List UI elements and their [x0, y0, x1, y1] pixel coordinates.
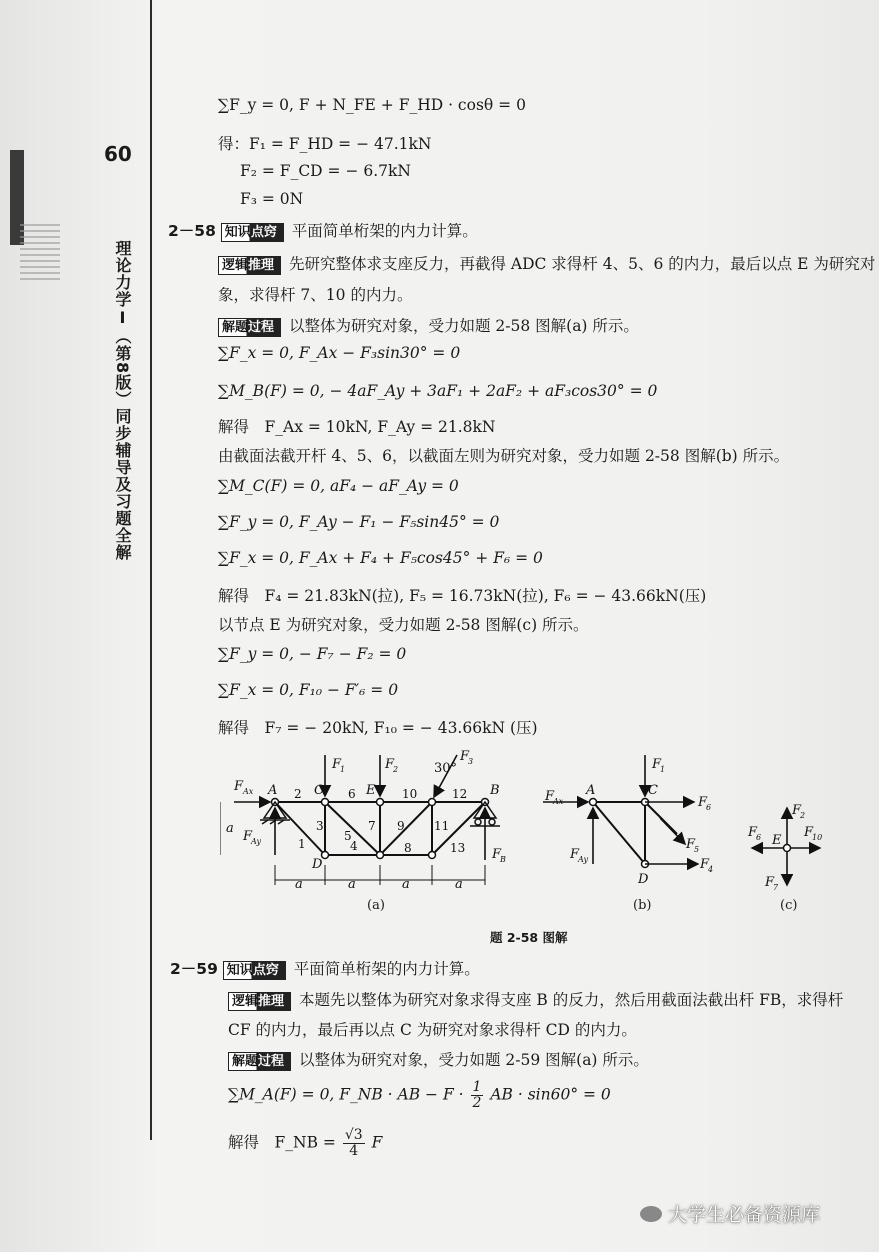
svg-text:1: 1	[340, 765, 346, 774]
text-line: 由截面法截开杆 4、5、6，以截面左则为研究对象，受力如题 2-58 图解(b) 所示。	[218, 447, 790, 465]
equation-line: ∑F_y = 0, F + N_FE + F_HD · cosθ = 0	[218, 96, 526, 114]
svg-text:5: 5	[344, 829, 352, 843]
svg-text:F: F	[804, 825, 814, 840]
svg-text:A: A	[268, 783, 278, 798]
problem-number: 2－59	[170, 960, 218, 978]
logic-paragraph	[218, 252, 875, 275]
svg-text:F: F	[492, 847, 502, 862]
svg-text:3: 3	[316, 819, 324, 833]
logic-tag: 逻辑推理	[228, 992, 291, 1011]
result-tail: F	[371, 1133, 383, 1152]
svg-text:A: A	[586, 783, 596, 798]
equation-line: ∑F_x = 0, F_Ax + F₄ + F₅cos45° + F₆ = 0	[218, 549, 543, 567]
svg-text:Ax: Ax	[243, 787, 254, 796]
svg-text:Ax: Ax	[553, 797, 564, 806]
svg-text:F: F	[700, 857, 710, 872]
svg-text:F: F	[748, 825, 758, 840]
svg-text:F: F	[792, 803, 802, 818]
svg-text:4: 4	[350, 839, 358, 853]
svg-text:a: a	[455, 877, 463, 892]
svg-text:5: 5	[694, 845, 700, 854]
margin-rule	[150, 0, 152, 1140]
wechat-icon	[640, 1206, 662, 1222]
svg-text:F: F	[652, 757, 662, 772]
text-line: 以节点 E 为研究对象，受力如题 2-58 图解(c) 所示。	[218, 616, 589, 634]
svg-text:D: D	[312, 857, 323, 872]
logic-paragraph	[228, 988, 843, 1011]
equation-line: ∑M_B(F) = 0, − 4aF_Ay + 3aF₁ + 2aF₂ + aF₃cos30° = 0	[218, 382, 658, 400]
problem-header-2-58	[168, 219, 478, 242]
svg-text:F: F	[545, 789, 555, 804]
node-e	[784, 845, 791, 852]
result-label: 解得 F_NB =	[228, 1133, 336, 1152]
svg-text:C: C	[648, 783, 658, 798]
result-line: 解得 F₄ = 21.83kN(拉), F₅ = 16.73kN(拉), F₆ = − 43.66kN(压)	[218, 587, 707, 605]
svg-text:F: F	[698, 795, 708, 810]
svg-text:10: 10	[402, 787, 418, 801]
subfigure-label: (c)	[780, 898, 798, 913]
svg-text:1: 1	[298, 837, 306, 851]
equation-line	[228, 1080, 611, 1111]
svg-text:11: 11	[434, 819, 450, 833]
solve-paragraph	[228, 1048, 649, 1071]
result-line: F₃ = 0N	[240, 190, 304, 208]
svg-text:3: 3	[468, 757, 474, 766]
result-line: 得：F₁ = F_HD = − 47.1kN	[218, 135, 432, 153]
svg-text:Ay: Ay	[251, 837, 261, 846]
svg-text:6: 6	[348, 787, 356, 801]
equation-part: ∑M_A(F) = 0, F_NB · AB − F ·	[228, 1085, 464, 1104]
result-line: 解得 F_Ax = 10kN, F_Ay = 21.8kN	[218, 418, 496, 436]
logic-text: 先研究整体求支座反力，再截得 ADC 求得杆 4、5、6 的内力，最后以点 E 为研究对	[288, 255, 876, 273]
svg-text:F: F	[460, 749, 470, 764]
svg-text:F: F	[243, 829, 253, 844]
svg-text:a: a	[348, 877, 356, 892]
problem-header-2-59	[170, 957, 480, 980]
logic-text-cont: 象，求得杆 7、10 的内力。	[218, 286, 413, 304]
equation-line: ∑F_y = 0, − F₇ − F₂ = 0	[218, 645, 407, 663]
result-line: 解得 F₇ = − 20kN, F₁₀ = − 43.66kN (压)	[218, 719, 538, 737]
svg-text:4: 4	[708, 865, 714, 874]
result-line: F₂ = F_CD = − 6.7kN	[240, 162, 411, 180]
watermark	[640, 1200, 820, 1227]
svg-text:D: D	[638, 872, 649, 887]
svg-text:F: F	[765, 875, 775, 890]
svg-text:10: 10	[812, 833, 823, 842]
running-side-title: 理论力学Ⅰ（第8版）同步辅导及习题全解	[113, 240, 132, 562]
problem-number: 2－58	[168, 222, 216, 240]
solve-tag: 解题过程	[228, 1052, 291, 1071]
equation-line: ∑F_y = 0, F_Ay − F₁ − F₅sin45° = 0	[218, 513, 500, 531]
svg-text:a: a	[226, 821, 234, 836]
svg-text:E: E	[366, 783, 376, 798]
svg-text:6: 6	[756, 833, 762, 842]
subfigure-label: (a)	[367, 898, 385, 913]
subfigure-label: (b)	[633, 898, 652, 913]
equation-line: ∑F_x = 0, F₁₀ − F′₆ = 0	[218, 681, 399, 699]
svg-text:7: 7	[368, 819, 376, 833]
svg-text:2: 2	[393, 765, 399, 774]
fraction: $\frac{1}{2}$	[472, 1079, 482, 1111]
binding-noise	[20, 220, 60, 280]
solve-tag: 解题过程	[218, 318, 281, 337]
svg-text:6: 6	[706, 803, 712, 812]
knowledge-text: 平面简单桁架的内力计算。	[291, 222, 478, 240]
force-arrows-b	[543, 755, 698, 864]
logic-text: 本题先以整体为研究对象求得支座 B 的反力，然后用截面法截出杆 FB，求得杆	[298, 991, 844, 1009]
truss-b	[593, 802, 677, 864]
svg-text:F: F	[234, 779, 244, 794]
watermark-text: 大学生必备资源库	[668, 1204, 821, 1226]
figure-caption: 题 2-58 图解	[490, 930, 568, 945]
svg-text:2: 2	[294, 787, 302, 801]
svg-text:1: 1	[660, 765, 666, 774]
svg-text:9: 9	[397, 819, 405, 833]
svg-text:B: B	[500, 855, 506, 864]
svg-text:B: B	[490, 783, 500, 798]
truss-figure	[220, 740, 840, 925]
logic-text-cont: CF 的内力，最后再以点 C 为研究对象求得杆 CD 的内力。	[228, 1021, 637, 1039]
knowledge-tag: 知识点窍	[221, 223, 284, 242]
svg-text:F: F	[686, 837, 696, 852]
svg-text:8: 8	[404, 841, 412, 855]
svg-text:F: F	[332, 757, 342, 772]
knowledge-tag: 知识点窍	[223, 961, 286, 980]
truss-b-labels	[544, 757, 713, 887]
equation-line: ∑F_x = 0, F_Ax − F₃sin30° = 0	[218, 344, 461, 362]
svg-text:E: E	[772, 833, 782, 848]
logic-tag: 逻辑推理	[218, 256, 281, 275]
page-number: 60	[104, 142, 132, 166]
svg-text:13: 13	[450, 841, 466, 855]
solve-intro: 以整体为研究对象，受力如题 2-59 图解(a) 所示。	[298, 1051, 649, 1069]
svg-text:7: 7	[773, 883, 779, 892]
svg-text:C: C	[314, 783, 324, 798]
equation-part: AB · sin60° = 0	[490, 1085, 611, 1104]
svg-text:a: a	[402, 877, 410, 892]
result-line	[228, 1128, 382, 1159]
svg-text:30°: 30°	[434, 761, 458, 776]
equation-line: ∑M_C(F) = 0, aF₄ − aF_Ay = 0	[218, 477, 459, 495]
svg-text:F: F	[385, 757, 395, 772]
svg-text:F: F	[570, 847, 580, 862]
svg-text:2: 2	[800, 811, 806, 820]
solve-intro: 以整体为研究对象，受力如题 2-58 图解(a) 所示。	[288, 317, 639, 335]
knowledge-text: 平面简单桁架的内力计算。	[293, 960, 480, 978]
svg-text:12: 12	[452, 787, 468, 801]
svg-text:a: a	[295, 877, 303, 892]
svg-text:Ay: Ay	[578, 855, 588, 864]
solve-paragraph	[218, 314, 639, 337]
fraction: $\frac{√3}{4}$	[344, 1127, 363, 1159]
